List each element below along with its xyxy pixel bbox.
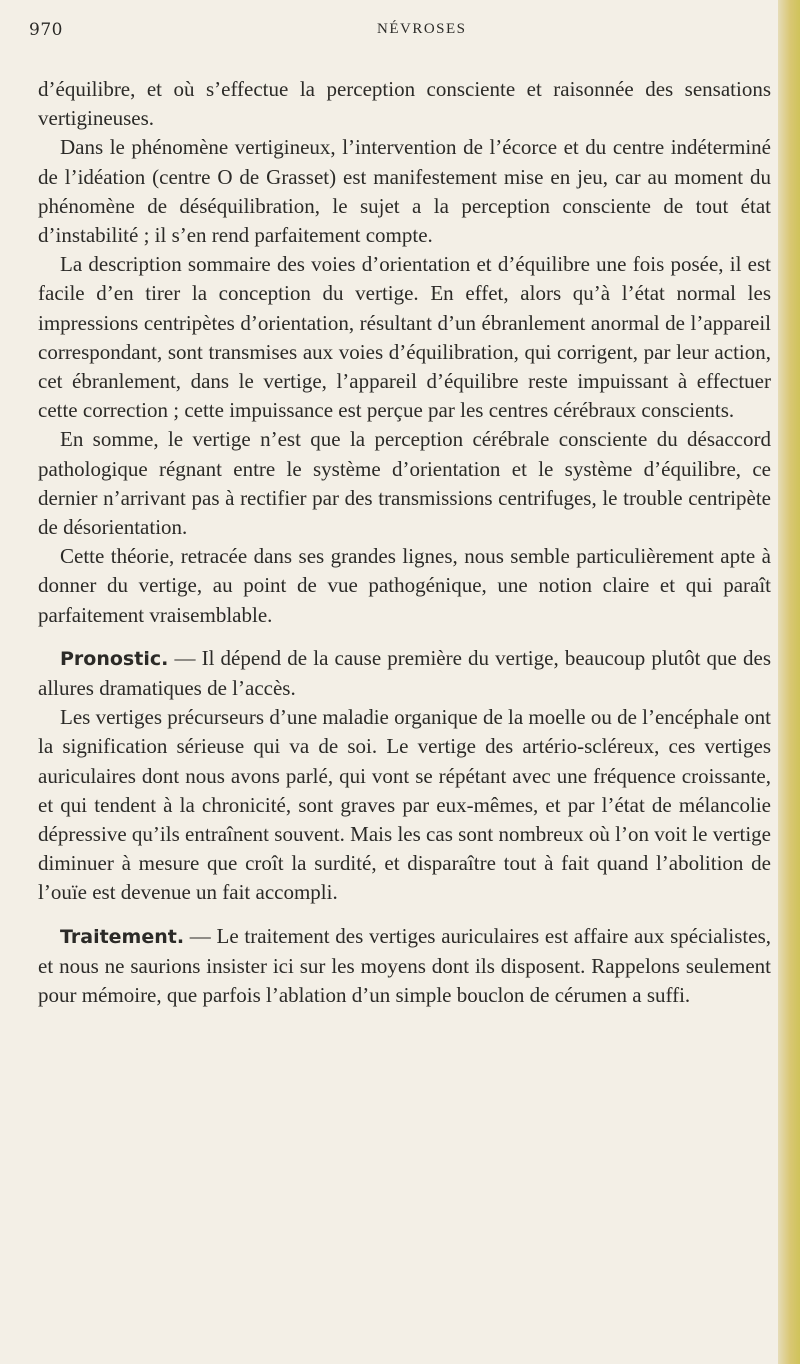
page-number: 970: [29, 20, 63, 40]
paragraph: Les vertiges précurseurs d’une maladie organique de la moelle ou de l’encéphale ont la signification sérieuse qui va de soi. Le vertige des artério-scléreux, ces vertiges auriculaires dont nous avons parlé, qui vont se répétant avec une fréquence croissante, et qui tendent à la chronicité, sont graves par eux-mêmes, et par l’état de mélancolie dépressive qu’ils entraînent souvent. Mais les cas sont nombreux où l’on voit le vertige diminuer à mesure que croît la surdité, et disparaître tout à fait quand l’abolition de l’ouïe est devenue un fait accompli.: [38, 705, 771, 905]
traitement-paragraph: [38, 922, 771, 1011]
paragraph-continuation: d’équilibre, et où s’effectue la perception consciente et raisonnée des sensations vertigineuses.: [38, 77, 771, 131]
paragraph: En somme, le vertige n’est que la perception cérébrale consciente du désaccord pathologique régnant entre le système d’orientation et le système d’équilibre, ce dernier n’arrivant pas à rectifier par des transmissions centrifuges, le trouble centripète de désorientation.: [38, 427, 771, 540]
paragraph: Dans le phénomène vertigineux, l’intervention de l’écorce et du centre indéterminé de l’idéation (centre O de Grasset) est manifestement mise en jeu, car au moment du phénomène de déséquilibration, le sujet a la perception consciente de tout état d’instabilité ; il s’en rend parfaitement compte.: [38, 135, 771, 248]
section-title-pronostic: Pronostic.: [60, 647, 169, 670]
pronostic-text: — Il dépend de la cause première du vertige, beaucoup plutôt que des allures dramatiques de l’accès.: [38, 645, 771, 701]
running-head: NÉVROSES: [377, 21, 467, 37]
page-edge: [778, 0, 800, 1364]
pronostic-paragraph: [38, 644, 771, 703]
paragraph: La description sommaire des voies d’orientation et d’équilibre une fois posée, il est facile d’en tirer la conception du vertige. En effet, alors qu’à l’état normal les impressions centripètes d’orientation, résultant d’un ébranlement anormal de l’appareil correspondant, sont transmises aux voies d’équilibration, qui corrigent, par leur action, cet ébranlement, dans le vertige, l’appareil d’équilibre reste impuissant à effectuer cette correction ; cette impuissance est perçue par les centres cérébraux conscients.: [38, 252, 771, 423]
section-title-traitement: Traitement.: [60, 925, 185, 948]
paragraph: Cette théorie, retracée dans ses grandes lignes, nous semble particulièrement apte à donner du vertige, au point de vue pathogénique, une notion claire et qui paraît parfaitement vraisemblable.: [38, 544, 771, 627]
page-header: [0, 18, 800, 46]
traitement-text: — Le traitement des vertiges auriculaires est affaire aux spécialistes, et nous ne saurions insister ici sur les moyens dont ils disposent. Rappelons seulement pour mémoire, que parfois l’ablation d’un simple bouclon de cérumen a suffi.: [38, 923, 771, 1008]
body-text: [38, 75, 771, 1010]
